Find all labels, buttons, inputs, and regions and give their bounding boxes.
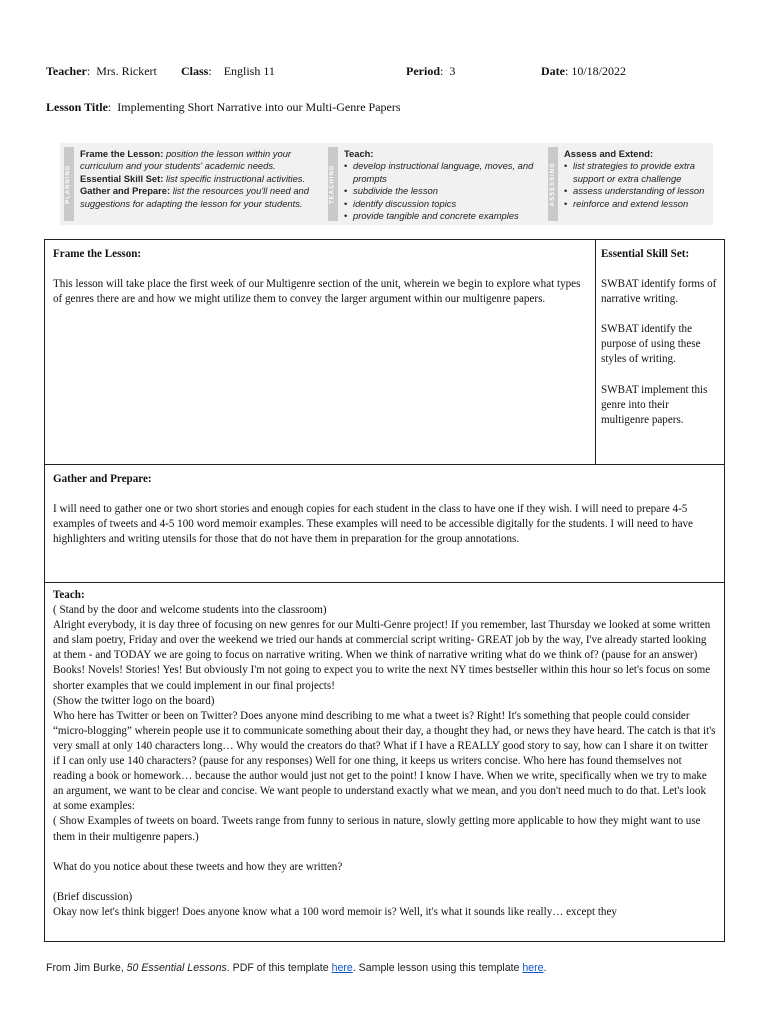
teach-paragraph: Okay now let's think bigger! Does anyone know what a 100 word memoir is? Well, it's what it sounds like really… except they — [53, 905, 617, 918]
banner-teach-column: Teach: • develop instructional language, moves, and prompts • subdivide the lesson • identify discussion topics • provide tangible and concrete examples — [344, 148, 534, 222]
gather-body: I will need to gather one or two short stories and enough copies for each student in the class to have one if they wish. I will need to prepare 4-5 examples of tweets and 4-5 100 word memoir examples. These examples will need to be accessible digitally for the students. I will need to have highlighters and writing utensils for those that do not have them in preparation for the group annotations. — [53, 503, 693, 546]
teach-paragraph: ( Stand by the door and welcome students into the classroom) — [53, 604, 327, 617]
teaching-bar: TEACHING — [328, 147, 338, 221]
footer-credit: From Jim Burke, 50 Essential Lessons. PDF of this template here. Sample lesson using this template here. — [46, 962, 547, 974]
teach-paragraph: Who here has Twitter or been on Twitter? Does anyone mind describing to me what a tweet is? Right! It's something that people could consider “micro-blogging” wherein people use it to communicate something about their day, a thought they had, or news they have heard. The catch is that it's very small at only 140 characters long… Why would the creators do that? What if I have a REALLY good story to say, how can I share it on twitter if I can only use 140 characters? (pause for any responses) Well for one thing, it keeps us writers concise. Who here has found themselves not reading a book or homework… because the author would just not get to the point! I know I have. When we write, specifically when we try to make an argument, we want to be clear and concise. We want people to understand exactly what we mean, and you don't need much to do that. Let's look at some examples: — [53, 709, 716, 813]
class-field: Class: English 11 — [181, 64, 275, 78]
banner-planning-column: Frame the Lesson: position the lesson within your curriculum and your students' academic needs. Essential Skill Set: list specific instructional activities. Gather and Prepare: list the resources you'll need and suggestions for adapting the lesson for your students. — [80, 148, 309, 209]
lesson-plan-table — [44, 239, 725, 942]
lesson-title-label: Lesson Title — [46, 100, 108, 114]
gather-prepare-cell — [44, 464, 725, 583]
skill-heading: Essential Skill Set: — [601, 248, 690, 260]
frame-lesson-cell — [44, 239, 596, 465]
planning-bar: PLANNING — [64, 147, 74, 221]
gather-heading: Gather and Prepare: — [53, 473, 152, 485]
date-field: Date: 10/18/2022 — [541, 64, 627, 78]
teach-paragraph: What do you notice about these tweets and how they are written? — [53, 860, 343, 873]
teacher-field: Teacher: Mrs. Rickert — [46, 64, 157, 78]
date-value: 10/18/2022 — [571, 64, 627, 78]
banner-assess-column: Assess and Extend: • list strategies to provide extra support or extra challenge • assess understanding of lesson • reinforce and extend lesson — [564, 148, 709, 210]
teacher-label: Teacher — [46, 64, 87, 78]
skill-item: SWBAT identify the purpose of using these styles of writing. — [601, 323, 701, 366]
teach-cell — [44, 582, 725, 942]
teach-paragraph: Alright everybody, it is day three of focusing on new genres for our Multi-Genre project! If you remember, last Thursday we looked at some written and slam poetry, Friday and over the weekend we tried our hands at commercial script writing- GREAT job by the way, I've already started looking at them - and TODAY we are going to focus on narrative writing. When we think of narrative writing what do we think of? (pause for an answer) Books! Novels! Stories! Yes! But obviously I'm not going to expect you to write the next NY times bestseller within this hour so let's focus on some shorter examples that we could implement in our final projects! — [53, 619, 711, 692]
skill-item: SWBAT identify forms of narrative writing. — [601, 278, 717, 306]
teach-paragraph: (Show the twitter logo on the board) — [53, 694, 215, 707]
frame-body: This lesson will take place the first week of our Multigenre section of the unit, wherein we begin to explore what types of genres there are and how we might utilize them to convey the larger argument within our multigenre papers. — [53, 278, 581, 306]
period-field: Period: 3 — [406, 64, 456, 78]
lesson-title: Lesson Title: Implementing Short Narrative into our Multi-Genre Papers — [46, 100, 401, 114]
skill-item: SWBAT implement this genre into their multigenre papers. — [601, 383, 708, 426]
teach-paragraph: (Brief discussion) — [53, 890, 133, 903]
period-label: Period — [406, 64, 440, 78]
lesson-title-value: Implementing Short Narrative into our Multi-Genre Papers — [117, 100, 401, 114]
template-pdf-link[interactable]: here — [331, 962, 353, 974]
frame-heading: Frame the Lesson: — [53, 248, 142, 260]
date-label: Date — [541, 64, 565, 78]
teach-heading: Teach: — [53, 589, 85, 601]
assessing-bar: ASSESSING — [548, 147, 558, 221]
class-value: English 11 — [223, 64, 275, 78]
teach-paragraph: ( Show Examples of tweets on board. Tweets range from funny to serious in nature, slowly getting more applicable to how they might want to use them in their multigenre papers.) — [53, 815, 701, 843]
book-title: 50 Essential Lessons — [126, 962, 227, 974]
period-value: 3 — [449, 64, 456, 78]
template-banner — [60, 143, 713, 225]
essential-skill-cell — [595, 239, 725, 465]
sample-lesson-link[interactable]: here — [522, 962, 544, 974]
teacher-value: Mrs. Rickert — [96, 64, 157, 78]
class-label: Class — [181, 64, 209, 78]
